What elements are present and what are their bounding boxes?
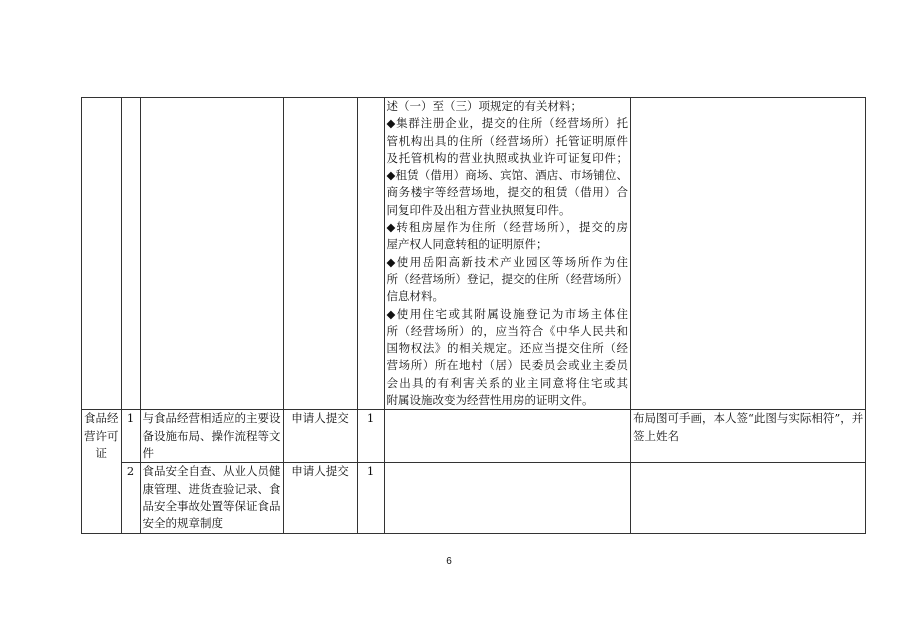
- material-name-cell: [140, 463, 283, 533]
- materials-line: 营场所）所在地村（居）民委员会或业主委员: [386, 358, 628, 373]
- category-label-line: 证: [95, 445, 107, 460]
- name-cell-top: [140, 98, 283, 410]
- material-name-cell: [140, 410, 283, 463]
- category-label-line: 营许可: [84, 428, 119, 443]
- material-name-line: 备设施布局、操作流程等文: [142, 428, 281, 443]
- table-row: [82, 410, 866, 463]
- category-cell: [82, 410, 122, 533]
- row-index: 2: [121, 463, 140, 533]
- materials-line: ◆转租房屋作为住所（经营场所），提交的房: [386, 220, 628, 235]
- material-name-line: 品安全事故处置等保证食品: [142, 498, 281, 513]
- materials-line: 及托管机构的营业执照或执业许可证复印件；: [386, 150, 628, 165]
- material-name-line: 与食品经营相适应的主要设: [142, 411, 281, 426]
- materials-line: ◆使用住宅或其附属设施登记为市场主体住: [386, 306, 628, 321]
- source-cell-top: [283, 98, 357, 410]
- material-name-line: 康管理、进货查验记录、食: [142, 481, 281, 496]
- requirements-cell: [384, 463, 631, 533]
- category-cell-top: [82, 98, 122, 410]
- material-name-line: 食品安全自查、从业人员健: [142, 464, 281, 479]
- requirements-cell: [384, 410, 631, 463]
- category-label-line: 食品经: [84, 411, 119, 426]
- row-index: 1: [121, 410, 140, 463]
- index-cell-top: [121, 98, 140, 410]
- copies-count: 1: [357, 410, 384, 463]
- materials-line: 所（经营场所）登记，提交的住所（经营场所）: [386, 271, 628, 286]
- materials-line: 商务楼宇等经营场地，提交的租赁（借用）合: [386, 185, 628, 200]
- material-name-line: 安全的规章制度: [142, 516, 223, 531]
- material-name-line: 件: [142, 445, 154, 460]
- remark-line: 布局图可手画，本人签“此图与实际相符”，并: [633, 411, 864, 426]
- materials-line: 述（一）至（三）项规定的有关材料；: [386, 99, 582, 113]
- materials-line: 屋产权人同意转租的证明原件；: [386, 237, 548, 252]
- materials-line: ◆集群注册企业，提交的住所（经营场所）托: [386, 116, 628, 131]
- copies-cell-top: [357, 98, 384, 410]
- remark-line: 签上姓名: [633, 428, 679, 443]
- material-source: 申请人提交: [283, 463, 357, 533]
- page-number: 6: [446, 556, 452, 567]
- materials-line: ◆租赁（借用）商场、宾馆、酒店、市场铺位、: [386, 168, 628, 183]
- remark-cell-top: [631, 98, 866, 410]
- materials-line: 附属设施改变为经营性用房的证明文件。: [386, 393, 594, 408]
- copies-count: 1: [357, 463, 384, 533]
- table-row-continuation: [82, 98, 866, 410]
- remark-cell: [631, 463, 866, 533]
- materials-line: 国物权法》的相关规定。还应当提交住所（经: [386, 341, 628, 356]
- materials-line: ◆使用岳阳高新技术产业园区等场所作为住: [386, 254, 628, 269]
- materials-line: 管机构出具的住所（经营场所）托管证明原件: [386, 133, 628, 148]
- materials-requirements-cell: [384, 98, 631, 410]
- materials-line: 会出具的有利害关系的业主同意将住宅或其: [386, 375, 628, 390]
- materials-line: 信息材料。: [386, 289, 444, 304]
- material-source: 申请人提交: [283, 410, 357, 463]
- materials-table: [81, 97, 866, 534]
- table-row: [82, 463, 866, 533]
- remark-cell: [631, 410, 866, 463]
- materials-line: 所（经营场所）的，应当符合《中华人民共和: [386, 323, 628, 338]
- materials-line: 同复印件及出租方营业执照复印件。: [386, 202, 571, 217]
